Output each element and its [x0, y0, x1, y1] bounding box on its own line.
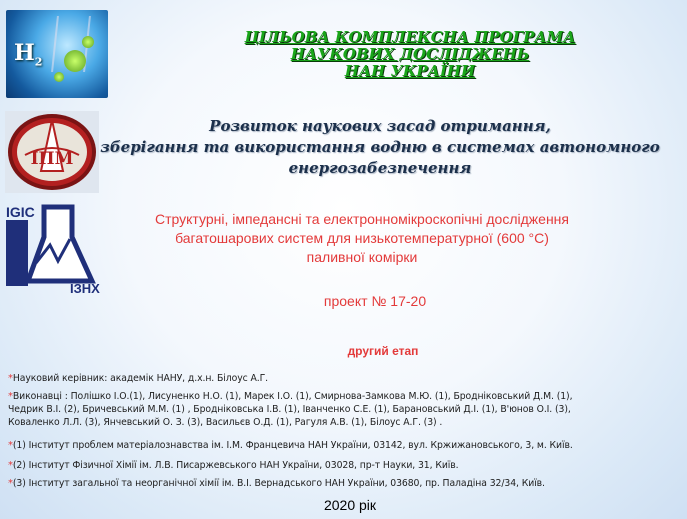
green-sphere	[82, 36, 94, 48]
scientific-leader: *Науковий керівник: академік НАНУ, д.х.н. Білоус А.Г.	[8, 373, 269, 384]
ipm-logo	[5, 111, 99, 193]
institute-2: *(2) Інститут Фізичної Хімії ім. Л.В. Писаржевського НАН України, 03028, пр-т Науки, 31, Київ.	[8, 460, 459, 471]
project-title	[112, 210, 612, 267]
program-title-line: НАУКОВИХ ДОСЛІДЖЕНЬ	[290, 45, 530, 63]
research-topic	[100, 116, 660, 179]
research-topic-line: зберігання та використання водню в системах автономного	[100, 138, 660, 156]
bullet-star: *	[8, 373, 13, 384]
project-stage: другий етап	[347, 344, 419, 358]
bullet-star: *	[8, 440, 13, 451]
institute-1: *(1) Інститут проблем матеріалознавства ім. І.М. Францевича НАН України, 03142, вул. Кржижановського, 3, м. Київ.	[8, 440, 573, 451]
research-topic-line: Розвиток наукових засад отримання,	[209, 117, 551, 135]
bullet-star: *	[8, 478, 13, 489]
program-title	[230, 29, 590, 80]
executors: *Виконавці : Полішко І.О.(1), Лисуненко Н.О. (1), Марек І.О. (1), Смирнова-Замкова М.Ю. (1), Бродніковський Д.М. (1), Чедрик В.І. (2), Бричевський М.М. (1) , Бродніковська І.В. (1), Іванченко С.Е. (1), Барановський Д.І. (1), В'юнов О.І. (3), Коваленко Л.Л. (3), Янчевський О. З. (3), Васильєв О.Д. (1), Рагуля А.В. (1), Білоус А.Г. (3) .	[8, 391, 573, 428]
iznh-text: ІЗНХ	[70, 281, 100, 295]
hydrogen-logo	[6, 10, 108, 98]
research-topic-line: енергозабезпечення	[288, 159, 472, 177]
institute-3: *(3) Інститут загальної та неорганічної хімії ім. В.І. Вернадського НАН України, 03680, пр. Паладіна 32/34, Київ.	[8, 478, 545, 489]
green-sphere	[54, 72, 64, 82]
program-title-line: ЦІЛЬОВА КОМПЛЕКСНА ПРОГРАМА	[244, 28, 576, 46]
project-title-line: багатошарових систем для низькотемпературної (600 °С)	[175, 230, 549, 246]
project-number: проект № 17-20	[323, 293, 427, 309]
ipm-text: ІПМ	[30, 149, 74, 169]
igic-logo	[4, 203, 110, 295]
year: 2020 рік	[323, 497, 377, 513]
program-title-line: НАН УКРАЇНИ	[344, 62, 476, 80]
bullet-star: *	[8, 391, 13, 402]
h2-label: $H_2$	[14, 40, 43, 69]
project-title-line: паливної комірки	[306, 249, 418, 265]
green-sphere	[64, 50, 86, 72]
igic-text: IGIC	[6, 204, 35, 220]
bullet-star: *	[8, 460, 13, 471]
project-title-line: Структурні, імпедансні та електронномікроскопічні дослідження	[154, 211, 569, 227]
